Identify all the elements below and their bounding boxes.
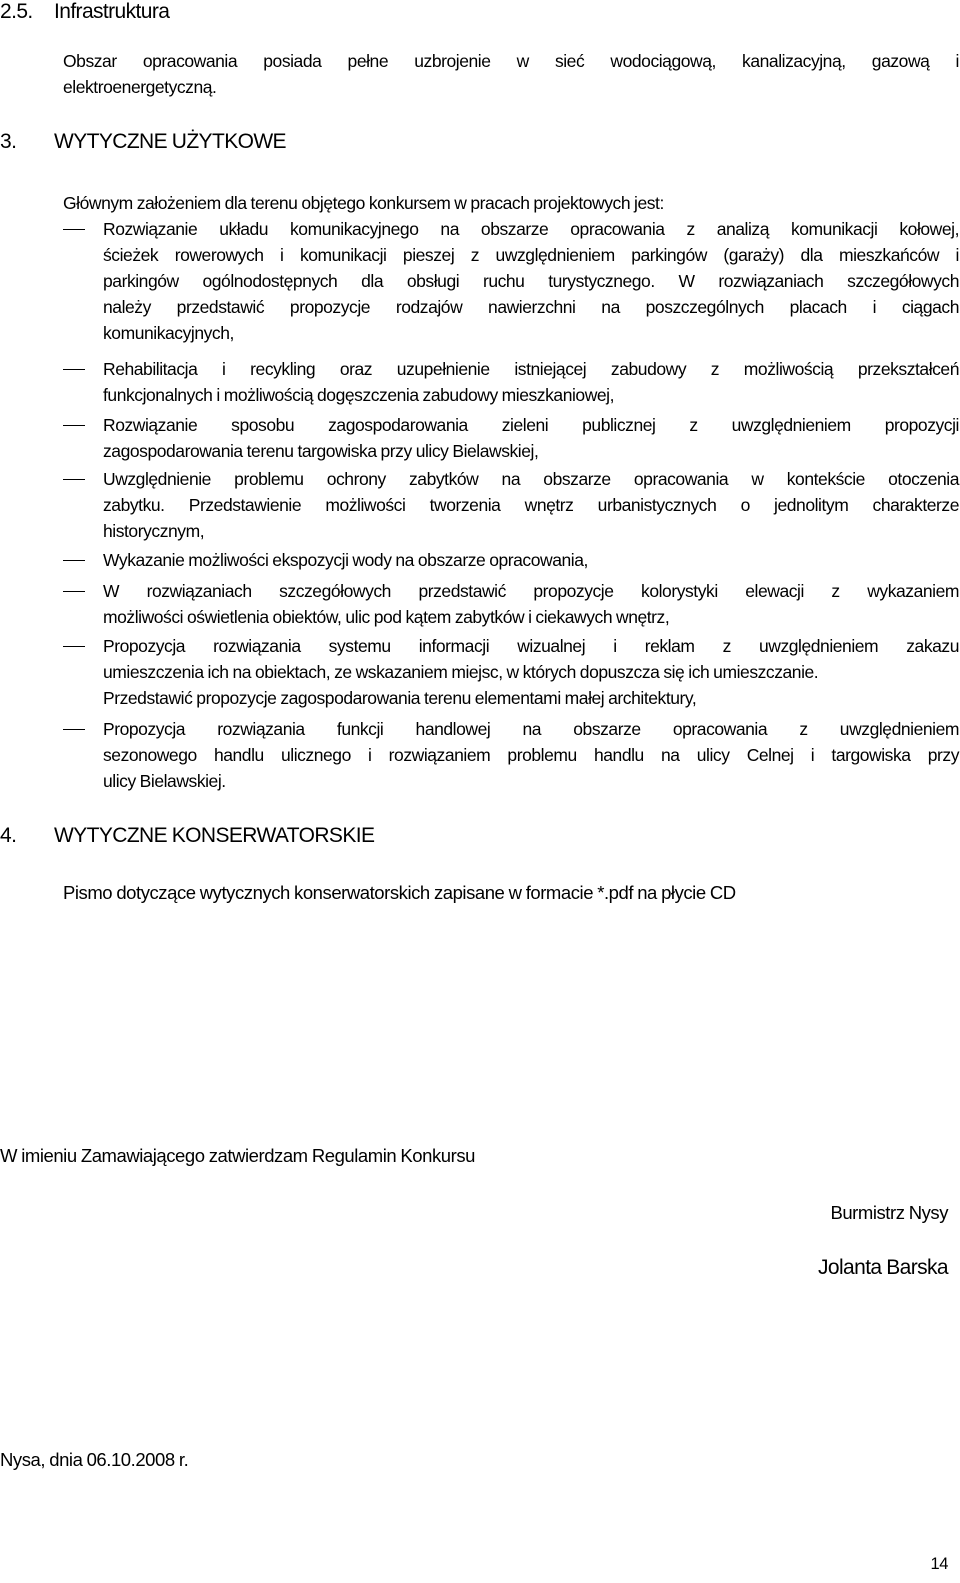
dash-bullet [63,369,85,370]
section-3-intro: Głównym założeniem dla terenu objętego konkursem w pracach projektowych jest: [63,193,664,213]
list-item-line: parkingów ogólnodostępnych dla obsługi ruchu turystycznego. W rozwiązaniach szczegółowych [103,271,959,291]
signer-title: Burmistrz Nysy [830,1202,948,1223]
list-item-continuation [103,242,959,346]
list-item-line: Propozycja rozwiązania funkcji handlowej na obszarze opracowania z uwzględnieniem [103,719,959,739]
list-item-line: możliwości oświetlenia obiektów, ulic pod kątem zabytków i ciekawych wnętrz, [103,607,670,627]
approval-statement: W imieniu Zamawiającego zatwierdzam Regulamin Konkursu [0,1145,475,1166]
signer-name: Jolanta Barska [817,1256,948,1279]
section-3-extra-paragraph: Przedstawić propozycje zagospodarowania terenu elementami małej architektury, [103,688,697,708]
page-number: 14 [930,1555,948,1573]
paragraph-line: Obszar opracowania posiada pełne uzbrojenie w sieć wodociągową, kanalizacyjną, gazową i [63,51,959,71]
dash-bullet [63,646,85,647]
list-item-line: zabytku. Przedstawienie możliwości tworzenia wnętrz urbanistycznych o jednolitym charakterze [103,495,959,515]
list-item-line: Propozycja rozwiązania systemu informacji wizualnej i reklam z uwzględnieniem zakazu [103,636,959,656]
section-4-paragraph: Pismo dotyczące wytycznych konserwatorskich zapisane w formacie *.pdf na płycie CD [63,882,736,903]
list-item-line: zagospodarowania terenu targowiska przy ulicy Bielawskiej, [103,441,539,461]
paragraph-line: elektroenergetyczną. [63,77,217,97]
section-title: WYTYCZNE UŻYTKOWE [54,130,286,153]
section-title: WYTYCZNE KONSERWATORSKIE [54,824,375,847]
dash-bullet [63,229,85,230]
list-item-line: Rozwiązanie układu komunikacyjnego na obszarze opracowania z analizą komunikacji kołowej, [103,219,959,239]
dash-bullet [63,729,85,730]
section-heading-2-5 [0,0,169,24]
list-item-line: ścieżek rowerowych i komunikacji pieszej z uwzględnieniem parkingów (garaży) dla mieszkańców i [103,245,959,265]
section-title: Infrastruktura [54,0,170,23]
section-number: 2.5. [0,0,33,23]
list-item-line: umieszczenia ich na obiektach, ze wskazaniem miejsc, w których dopuszcza się ich umieszczanie. [103,662,819,682]
list-item-line: historycznym, [103,521,205,541]
dash-bullet [63,425,85,426]
list-item-line: sezonowego handlu ulicznego i rozwiązaniem problemu handlu na ulicy Celnej i targowiska przy [103,745,959,765]
section-number: 4. [0,824,17,847]
dash-bullet [63,479,85,480]
section-heading-4 [0,824,374,848]
place-date: Nysa, dnia 06.10.2008 r. [0,1449,189,1470]
list-item-line: Rozwiązanie sposobu zagospodarowania zieleni publicznej z uwzględnieniem propozycji [103,415,959,435]
dash-bullet [63,560,85,561]
section-2-5-paragraph [63,48,959,100]
list-item-line: należy przedstawić propozycje rodzajów nawierzchni na poszczególnych placach i ciągach [103,297,959,317]
list-item-line: Rehabilitacja i recykling oraz uzupełnienie istniejącej zabudowy z możliwością przekształceń [103,359,959,379]
section-number: 3. [0,130,17,153]
list-item-line: ulicy Bielawskiej. [103,771,226,791]
list-item-line: Wykazanie możliwości ekspozycji wody na obszarze opracowania, [103,550,588,570]
list-item-line: komunikacyjnych, [103,323,234,343]
list-item-line: W rozwiązaniach szczegółowych przedstawić propozycje kolorystyki elewacji z wykazaniem [103,581,959,601]
list-item-line: funkcjonalnych i możliwością dogęszczenia zabudowy mieszkaniowej, [103,385,615,405]
section-heading-3 [0,130,286,154]
list-item-line: Uwzględnienie problemu ochrony zabytków na obszarze opracowania w kontekście otoczenia [103,469,959,489]
dash-bullet [63,591,85,592]
